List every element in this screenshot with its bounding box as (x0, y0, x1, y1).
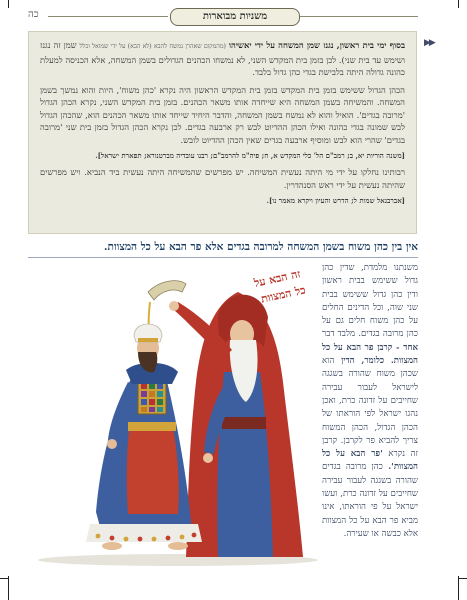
priest-belt (128, 422, 176, 431)
elder-hand-raised (169, 301, 179, 311)
commentary-line: הוא שכהן משוח שהורה (322, 356, 418, 380)
commentary-line: כהן מרובה בגדים שהורה (322, 462, 418, 486)
intro-box (28, 31, 417, 234)
crop-mark-bottom-right (458, 576, 459, 600)
commentary-line: מרובה בגדים. מלבד דבר (322, 329, 404, 340)
illustration-caption-line2: כל המצוות (259, 283, 307, 306)
priest-forehead-plate (138, 338, 158, 342)
commentary-line: עבירה שחייבים על זדונה (322, 382, 419, 406)
commentary-line: ראשון ודין כהן גדול (322, 276, 418, 300)
intro-source-1: [משנה הוריות יא, ב; רמב"ם הל' כלי המקדש א, ח; פיה"מ להרמב"ם; רבנו עובדיה מברטנורא; תפארת ישראל]. (95, 151, 405, 160)
commentary-line: משנתנו מלמדת, שדין (333, 263, 418, 273)
double-chevron-right-icon[interactable]: ▶▶ (424, 38, 434, 48)
commentary-line: כהן גדול ששימש בבית (322, 263, 418, 287)
commentary-line: 'פר הבא על כל המצוות'. (322, 449, 418, 473)
commentary-line: וכל הדינים החלים על כהן (322, 302, 418, 327)
commentary-line: הוראתו, אינו מביא פר (322, 502, 418, 526)
crop-mark-top-left (8, 0, 9, 8)
elder-hand-lower (203, 453, 213, 463)
intro-source-2: [אברבנאל שמות ל; הדרש והעיון ויקרא מאמר נו]. (266, 196, 405, 205)
priest-tunic-hem (86, 524, 202, 542)
commentary-line: משוח חלים גם על כהן (322, 316, 418, 340)
intro-p1-cont: שמן זה נגנז ושימש עד בית שני). לכן בזמן בית המקדש השני, לא נמשחו הכהנים הגדולים בשמן המשחה, אלא הכניסה למעלת כהונה גדולה היתה בלבישת בגדי כהן גדול בלבד. (40, 40, 405, 77)
priest-foot-right (168, 542, 188, 550)
intro-paragraph-3: רבותינו נחלקו על ידי מי היתה נעשית המשיחה. יש מפרשים שהמשיחה היתה נעשית ביד הנביא. ויש מפרשים שהיתה נעשית על ידי ראש הסנהדרין. (40, 167, 405, 190)
commentary-line: כרת, ואכן נהגו ישראל לפי (322, 395, 419, 420)
crop-mark-top-right (458, 0, 459, 8)
commentary-line: ששימש בבית שני שוה, (322, 289, 418, 313)
anointing-illustration (28, 262, 320, 568)
commentary-line: הבא על כל המצוות אלא (322, 515, 418, 539)
oil-horn (148, 281, 186, 300)
commentary-line: הוראתו של הכהן הגדול, (322, 409, 418, 433)
elder-sash (222, 417, 266, 429)
page-number: כה (28, 9, 39, 20)
header-rule-left (48, 16, 168, 17)
header-rule-right (300, 16, 418, 17)
illustration-caption-line1: זה הבא על (252, 267, 302, 290)
crop-mark-bottom-h-left (0, 578, 8, 579)
commentary-line: שחייבים על זדונה כרת, (337, 489, 418, 500)
mishna-subheading: אין בין כהן משוח בשמן המשחה למרובה בגדים אלא פר הבא על כל המצוות. (28, 240, 418, 258)
commentary-column (322, 262, 418, 541)
commentary-line: כל המצוות. כלומר, הדין (322, 342, 418, 367)
crop-mark-bottom-left (8, 576, 9, 600)
priest-foot-left (102, 542, 122, 550)
intro-paragraph-2: הכהן הגדול ששימש בזמן בית המקדש בזמן בית המקדש הראשון היה נקרא 'כהן משוח', היות והוא נמשך בשמן המשחה. והמשיחה בשמן המשחה היא שייחדה אותו משאר הכהנים. בזמן בית המקדש השני, נקרא הכהן הגדול 'מרובה בגדים'. הואיל והוא לא נמשח בשמן המשחה, והדבר היחיד שייחד אותו משאר הכהנים הוא, שהכהן הגדול לבש שמונה בגדי כהונה ואילו הכהן ההדיוט לבש רק ארבעה בגדים. לכן נקרא הכהן הגדול בזמן בית שני 'מרובה בגדים' שהרי הוא לבש ומוסיף ארבעה בגדים שאין הכהן ההדיוט לובש. (40, 84, 405, 145)
high-priest-figure (86, 324, 202, 550)
intro-p1-main: בסוף ימי בית ראשון, נגנז שמן המשחה על ידי יאשיהו (228, 40, 405, 50)
running-header: משניות מבוארות (170, 8, 300, 26)
priest-ephod (127, 422, 179, 514)
priest-hand-left (107, 439, 117, 449)
intro-p1-note: (מהמקום שאהרן נמשח להבא (לא הבא) על ידי שמואל וכלל (79, 43, 226, 50)
commentary-line: הכהן המשוח צריך להביא (322, 422, 418, 446)
commentary-line: פר לקרבן. קרבן זה נקרא (322, 435, 418, 460)
intro-paragraph-1 (40, 39, 405, 79)
commentary-line: אחד - קרבן פר הבא על (330, 342, 418, 353)
commentary-line: בשגגה לעבור עבירה (322, 475, 392, 486)
oil-drip (149, 302, 150, 326)
commentary-line: כבשה או שעירה. (343, 528, 401, 539)
commentary-line: בשגגה לישראל לעבור (322, 369, 418, 393)
commentary-line: ועשו ישראל על פי (322, 489, 419, 513)
crop-mark-bottom-h-right (459, 578, 467, 579)
